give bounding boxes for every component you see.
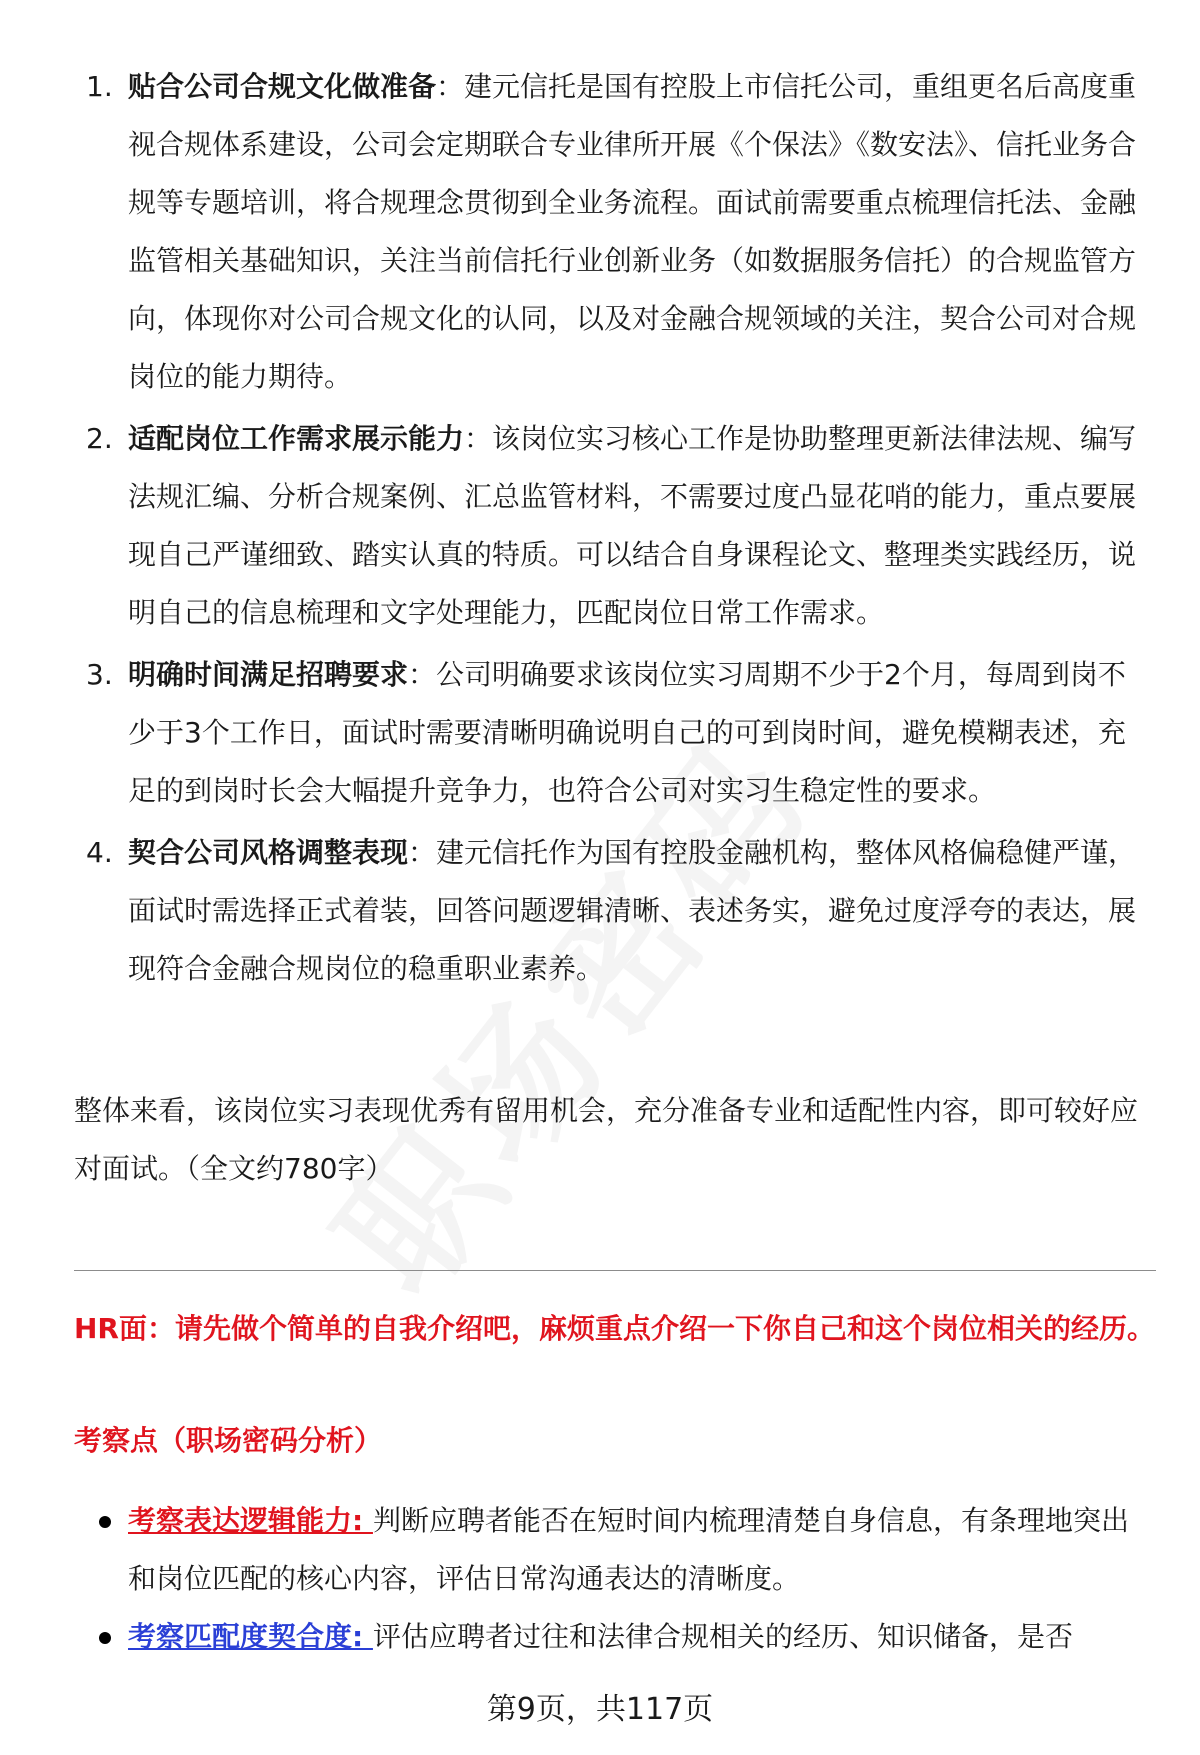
list-item <box>0 410 1200 642</box>
bullet-dot <box>99 1516 111 1528</box>
list-item-text <box>128 58 1148 406</box>
bullet-item <box>0 1608 1200 1666</box>
summary-paragraph: 整体来看，该岗位实习表现优秀有留用机会，充分准备专业和适配性内容，即可较好应对面试。（全文约780字） <box>74 1094 1139 1185</box>
list-item-separator: ： <box>436 70 465 103</box>
list-number: 3. <box>86 658 113 691</box>
bullet-key-link[interactable]: 考察匹配度契合度: <box>128 1620 373 1653</box>
bullet-dot <box>99 1632 111 1644</box>
list-item-heading: 明确时间满足招聘要求 <box>128 658 409 691</box>
list-item-body: 建元信托作为国有控股金融机构，整体风格偏稳健严谨，面试时需选择正式着装，回答问题逻辑清晰、表述务实，避免过度浮夸的表达，展现符合金融合规岗位的稳重职业素养。 <box>128 836 1137 985</box>
list-item-heading: 适配岗位工作需求展示能力 <box>128 422 465 455</box>
list-item-heading: 契合公司风格调整表现 <box>128 836 409 869</box>
list-item <box>0 646 1200 820</box>
hr-question-heading: HR面：请先做个简单的自我介绍吧，麻烦重点介绍一下你自己和这个岗位相关的经历。 <box>74 1312 1155 1345</box>
divider <box>74 1270 1156 1271</box>
list-item-text <box>128 410 1148 642</box>
list-item-body: 该岗位实习核心工作是协助整理更新法律法规、编写法规汇编、分析合规案例、汇总监管材料，不需要过度凸显花哨的能力，重点要展现自己严谨细致、踏实认真的特质。可以结合自身课程论文、整理类实践经历，说明自己的信息梳理和文字处理能力，匹配岗位日常工作需求。 <box>128 422 1137 629</box>
bullet-item-text <box>128 1608 1148 1666</box>
list-item-separator: ： <box>464 422 493 455</box>
bullet-key-link[interactable]: 考察表达逻辑能力: <box>128 1504 373 1537</box>
list-item-body: 公司明确要求该岗位实习周期不少于2个月，每周到岗不少于3个工作日，面试时需要清晰明确说明自己的可到岗时间，避免模糊表述，充足的到岗时长会大幅提升竞争力，也符合公司对实习生稳定性的要求。 <box>128 658 1126 807</box>
list-item-separator: ： <box>408 836 437 869</box>
list-item-body: 建元信托是国有控股上市信托公司，重组更名后高度重视合规体系建设，公司会定期联合专业律所开展《个保法》《数安法》、信托业务合规等专题培训，将合规理念贯彻到全业务流程。面试前需要重点梳理信托法、金融监管相关基础知识，关注当前信托行业创新业务（如数据服务信托）的合规监管方向，体现你对公司合规文化的认同，以及对金融合规领域的关注，契合公司对合规岗位的能力期待。 <box>128 70 1137 393</box>
list-number: 1. <box>86 70 113 103</box>
list-item <box>0 58 1200 406</box>
page-number-footer: 第9页，共117页 <box>486 1692 714 1727</box>
list-number: 2. <box>86 422 113 455</box>
bullet-list <box>0 1492 1200 1666</box>
list-item-heading: 贴合公司合规文化做准备 <box>128 70 437 103</box>
list-number: 4. <box>86 836 113 869</box>
list-item <box>0 824 1200 998</box>
list-item-text <box>128 646 1148 820</box>
bullet-item-text <box>128 1492 1148 1608</box>
exam-points-heading: 考察点（职场密码分析） <box>74 1424 383 1457</box>
bullet-item <box>0 1492 1200 1608</box>
list-item-separator: ： <box>408 658 437 691</box>
numbered-list <box>0 58 1200 1002</box>
bullet-body: 判断应聘者能否在短时间内梳理清楚自身信息，有条理地突出和岗位匹配的核心内容，评估日常沟通表达的清晰度。 <box>128 1504 1129 1595</box>
list-item-text <box>128 824 1148 998</box>
bullet-body: 评估应聘者过往和法律合规相关的经历、知识储备，是否 <box>372 1620 1073 1653</box>
